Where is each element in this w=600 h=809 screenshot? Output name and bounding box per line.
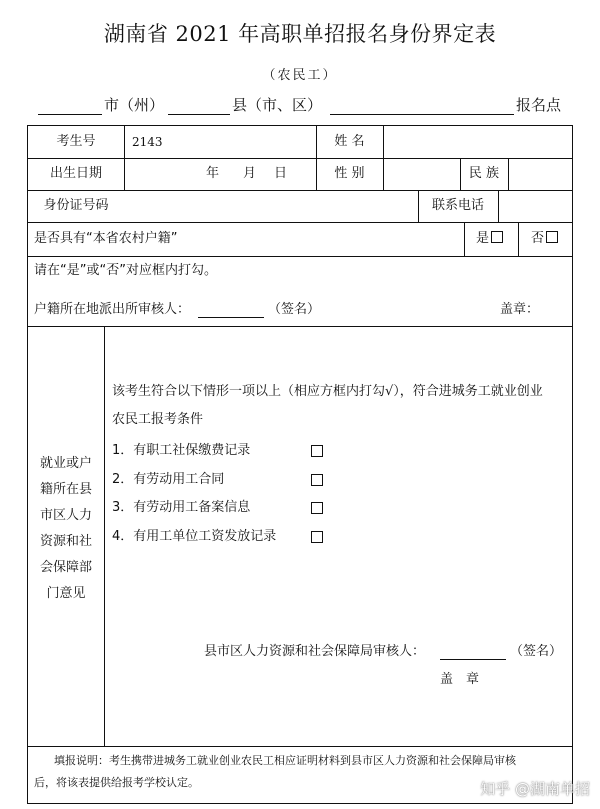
site-label: 报名点: [516, 96, 562, 114]
phone-field[interactable]: [499, 191, 572, 221]
dept-signature-blank[interactable]: [440, 659, 506, 660]
police-reviewer-label: 户籍所在地派出所审核人：: [34, 302, 191, 317]
condition-intro-line-1: 该考生符合以下情形一项以上（相应方框内打勾√），符合进城务工就业创业: [112, 384, 543, 399]
ethnicity-label: 民 族: [468, 166, 500, 181]
no-checkbox[interactable]: [546, 231, 558, 243]
yes-checkbox[interactable]: [491, 231, 503, 243]
condition-intro-line-2: 农民工报考条件: [112, 412, 204, 427]
id-label: 身份证号码: [43, 198, 109, 213]
exam-no-label: 考生号: [56, 134, 96, 149]
name-label: 姓 名: [334, 134, 365, 149]
police-stamp-label: 盖章：: [500, 302, 540, 317]
no-option[interactable]: [531, 231, 558, 247]
condition-1-checkbox[interactable]: [311, 445, 323, 457]
gender-field[interactable]: [384, 159, 460, 189]
no-label: 否: [531, 231, 545, 246]
condition-4-checkbox[interactable]: [311, 531, 323, 543]
hukou-question: 是否具有“本省农村户籍”: [34, 231, 178, 246]
county-label: 县（市、区）: [232, 96, 323, 114]
dob-month[interactable]: 月: [243, 166, 257, 181]
phone-label: 联系电话: [431, 198, 484, 213]
condition-item: 2．有劳动用工合同: [112, 472, 225, 487]
dept-stamp-label: 盖 章: [440, 672, 480, 687]
col-divider: [104, 326, 105, 746]
form-subtitle: （农民工）: [262, 68, 338, 83]
condition-3-checkbox[interactable]: [311, 502, 323, 514]
identity-form-table: [27, 125, 573, 804]
id-field[interactable]: [125, 191, 417, 221]
dept-reviewer-label: 县市区人力资源和社会保障局审核人：: [204, 644, 426, 659]
form-title: 湖南省 2021 年高职单招报名身份界定表: [103, 22, 497, 46]
condition-2-checkbox[interactable]: [311, 474, 323, 486]
filling-note-line-2: 后，将该表提供给报考学校认定。: [34, 776, 199, 789]
row-divider: [28, 158, 572, 159]
filling-note-line-1: 填报说明：考生携带进城务工就业创业农民工相应证明材料到县市区人力资源和社会保障局审核: [54, 754, 516, 767]
col-divider: [464, 222, 465, 256]
watermark: 知乎 @湖南单招: [480, 780, 590, 798]
row-divider: [28, 746, 572, 747]
site-blank[interactable]: [330, 96, 514, 115]
yes-option[interactable]: [476, 231, 503, 247]
dob-label: 出生日期: [49, 166, 102, 181]
yes-label: 是: [476, 231, 490, 246]
dob-day[interactable]: 日: [274, 166, 288, 181]
dob-year[interactable]: 年: [206, 166, 220, 181]
dept-opinion-label: 就业或户 籍所在县 市区人力 资源和社 会保障部 门意见: [39, 456, 92, 601]
city-label: 市（州）: [104, 96, 165, 114]
condition-item: 3．有劳动用工备案信息: [112, 500, 251, 515]
address-line: [38, 96, 568, 118]
county-blank[interactable]: [168, 96, 230, 115]
row-divider: [28, 326, 572, 327]
col-divider: [124, 126, 125, 190]
row-divider: [28, 222, 572, 223]
city-blank[interactable]: [38, 96, 102, 115]
police-signature-blank[interactable]: [198, 317, 264, 318]
row-divider: [28, 256, 572, 257]
ethnicity-field[interactable]: [509, 159, 572, 189]
instruction-text: 请在“是”或“否”对应框内打勾。: [34, 263, 217, 278]
condition-item: 1．有职工社保缴费记录: [112, 443, 251, 458]
exam-no-value[interactable]: 2143: [132, 135, 163, 149]
police-sign-label: （签名）: [268, 302, 321, 317]
gender-label: 性 别: [334, 166, 365, 181]
col-divider: [518, 222, 519, 256]
name-field[interactable]: [384, 127, 572, 157]
dept-sign-label: （签名）: [510, 644, 563, 659]
condition-item: 4．有用工单位工资发放记录: [112, 529, 277, 544]
